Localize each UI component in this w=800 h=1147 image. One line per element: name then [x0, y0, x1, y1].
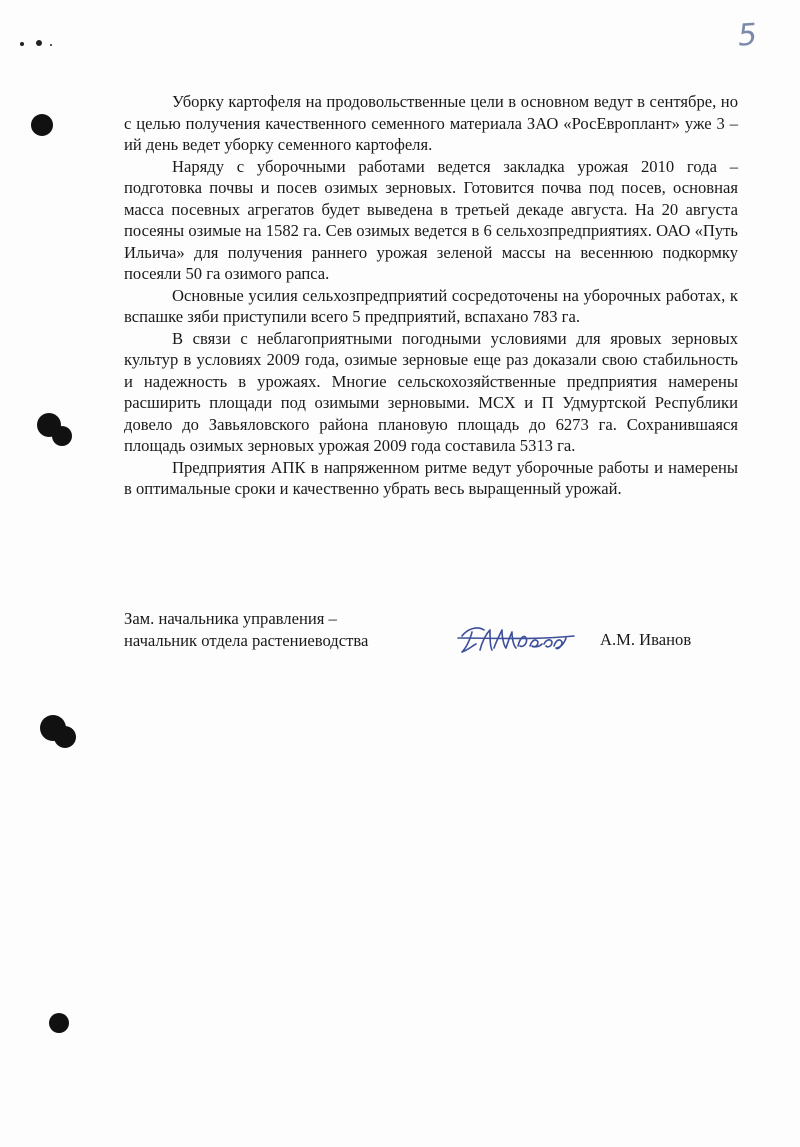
signatory-title-line: Зам. начальника управления – [124, 609, 337, 628]
scan-speck [50, 44, 52, 46]
punch-hole [54, 726, 76, 748]
paragraph: Уборку картофеля на продовольственные цели в основном ведут в сентябре, но с целью получения качественного семенного материала ЗАО «РосЕвроплант» уже 3 – ий день ведет уборку семенного картофеля. [124, 92, 738, 154]
scan-speck [20, 42, 24, 46]
paragraph: Предприятия АПК в напряженном ритме ведут уборочные работы и намерены в оптимальные сроки и качественно убрать весь выращенный урожай. [124, 457, 738, 498]
scan-speck [36, 40, 42, 46]
signatory-title-line: начальник отдела растениеводства [124, 630, 369, 650]
body-text [124, 91, 738, 500]
paragraph: В связи с неблагоприятными погодными условиями для яровых зерновых культур в условиях 2009 года, озимые зерновые еще раз доказали свою стабильность и надежность в урожаях. Многие сельскохозяйственные предприятия намерены расширить площади под озимыми зерновыми. МСХ и П Удмуртской Республики довело до Завьяловского района плановую площадь до 6273 га. Сохранившаяся площадь озимых зерновых урожая 2009 года составила 5313 га. [124, 328, 738, 455]
signatory-title [124, 608, 368, 651]
page-number: 5 [736, 17, 759, 54]
punch-hole [49, 1013, 69, 1033]
punch-hole [52, 426, 72, 446]
paragraph: Основные усилия сельхозпредприятий сосредоточены на уборочных работах, к вспашке зяби приступили всего 5 предприятий, вспахано 783 га. [124, 285, 738, 326]
signatory-name: А.М. Иванов [600, 630, 692, 649]
handwritten-signature [454, 616, 584, 660]
paragraph: Наряду с уборочными работами ведется закладка урожая 2010 года – подготовка почвы и посев озимых зерновых. Готовится почва под посев, основная масса посевных агрегатов будет выведена в третьей декаде августа. На 20 августа посеяны озимые на 1582 га. Сев озимых ведется в 6 сельхозпредприятиях. ОАО «Путь Ильича» для получения раннего урожая зеленой массы на весеннюю подкормку посеяли 50 га озимого рапса. [124, 156, 738, 283]
punch-hole [31, 114, 53, 136]
signature-block [124, 608, 738, 668]
